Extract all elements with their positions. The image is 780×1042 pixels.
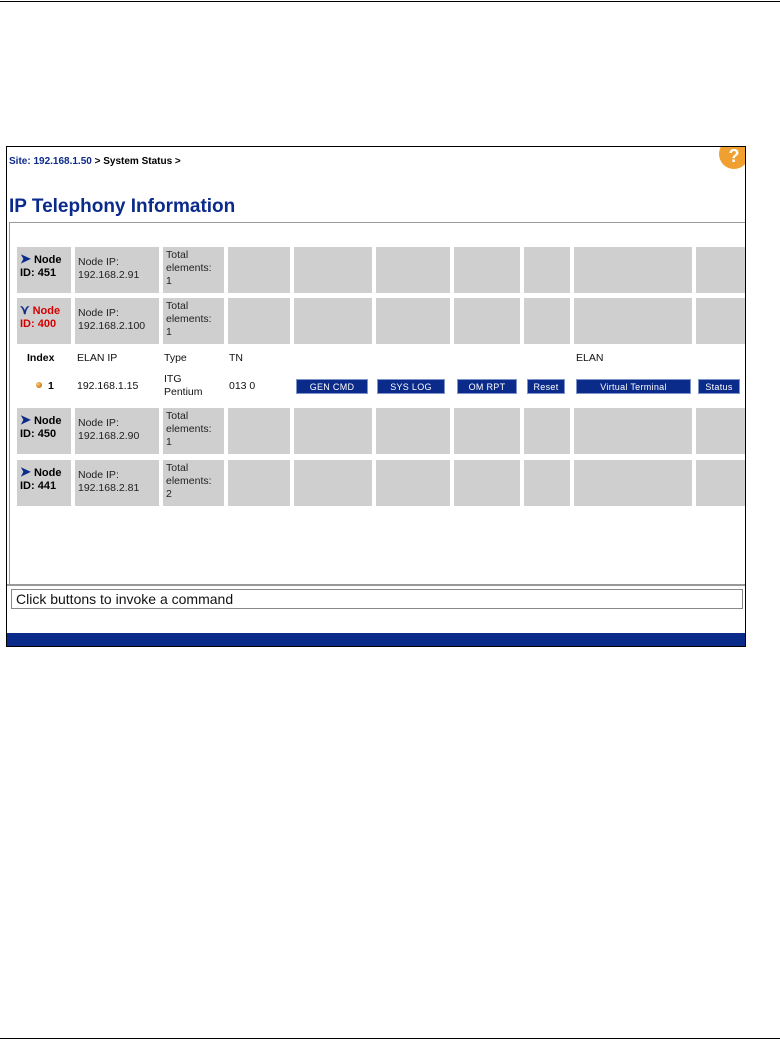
total-label: Total [166, 462, 189, 474]
node-id: ID: 451 [20, 267, 57, 279]
empty-cell [574, 247, 692, 293]
node-ip-value: 192.168.2.90 [78, 430, 140, 442]
element-type-line2: Pentium [164, 386, 203, 398]
status-message-field: Click buttons to invoke a command [11, 589, 743, 609]
om-rpt-button[interactable]: OM RPT [457, 379, 517, 394]
total-label: Total [166, 300, 189, 312]
node-label: Node [32, 305, 61, 317]
empty-cell [574, 460, 692, 506]
empty-cell [524, 460, 570, 506]
elements-label: elements: [166, 475, 212, 487]
empty-cell [454, 408, 520, 454]
node-ip-label: Node IP: [78, 417, 119, 429]
virtual-terminal-button[interactable]: Virtual Terminal [576, 379, 691, 394]
bottom-rule [0, 1038, 780, 1039]
page-title: IP Telephony Information [9, 196, 236, 217]
total-elements-cell [163, 460, 224, 506]
empty-cell [574, 298, 692, 344]
element-index-value: 1 [48, 380, 54, 392]
node-label: Node [33, 415, 62, 427]
help-icon[interactable]: ? [719, 146, 746, 169]
top-rule [0, 1, 780, 2]
element-type-line1: ITG [164, 373, 182, 385]
column-header-tn: TN [229, 352, 243, 364]
empty-cell [228, 298, 290, 344]
empty-cell [376, 247, 450, 293]
total-value: 2 [166, 488, 172, 500]
column-header-elan-ip: ELAN IP [77, 352, 118, 364]
total-value: 1 [166, 326, 172, 338]
empty-cell [524, 408, 570, 454]
node-ip-label: Node IP: [78, 256, 119, 268]
total-label: Total [166, 249, 189, 261]
node-ip-cell [75, 408, 159, 454]
empty-cell [376, 408, 450, 454]
empty-cell [574, 408, 692, 454]
total-value: 1 [166, 436, 172, 448]
empty-cell [294, 408, 372, 454]
node-cell-450[interactable] [17, 408, 71, 454]
node-ip-label: Node IP: [78, 469, 119, 481]
element-index [36, 380, 54, 392]
breadcrumb [9, 156, 181, 167]
node-ip-cell [75, 247, 159, 293]
empty-cell [294, 247, 372, 293]
column-header-elan: ELAN [576, 352, 604, 364]
total-elements-cell [163, 298, 224, 344]
node-ip-value: 192.168.2.100 [78, 320, 146, 332]
node-table-pane [9, 222, 746, 586]
element-tn: 013 0 [229, 380, 256, 392]
reset-button[interactable]: Reset [527, 379, 565, 394]
node-ip-cell [75, 460, 159, 506]
empty-cell [228, 460, 290, 506]
breadcrumb-site-link[interactable]: Site: 192.168.1.50 [9, 156, 92, 167]
sys-log-button[interactable]: SYS LOG [377, 379, 445, 394]
node-id: ID: 441 [20, 480, 57, 492]
empty-cell [524, 247, 570, 293]
empty-cell [696, 298, 746, 344]
collapse-chevron-icon[interactable]: ⋎ [20, 302, 30, 317]
node-id: ID: 400 [20, 318, 57, 330]
node-cell-441[interactable] [17, 460, 71, 506]
empty-cell [376, 298, 450, 344]
node-cell-400[interactable] [17, 298, 71, 344]
node-ip-value: 192.168.2.81 [78, 482, 140, 494]
empty-cell [696, 460, 746, 506]
empty-cell [696, 408, 746, 454]
browser-frame [6, 146, 746, 647]
total-value: 1 [166, 275, 172, 287]
expand-chevron-icon[interactable]: ➤ [20, 251, 31, 266]
gen-cmd-button[interactable]: GEN CMD [296, 379, 368, 394]
element-elan-ip: 192.168.1.15 [77, 380, 139, 392]
footer-bar [7, 633, 745, 646]
node-id: ID: 450 [20, 428, 57, 440]
breadcrumb-rest: > System Status > [91, 156, 181, 167]
empty-cell [228, 247, 290, 293]
node-ip-label: Node IP: [78, 307, 119, 319]
node-ip-cell [75, 298, 159, 344]
total-elements-cell [163, 408, 224, 454]
node-label: Node [33, 467, 62, 479]
column-header-type: Type [164, 352, 187, 364]
elements-label: elements: [166, 313, 212, 325]
empty-cell [228, 408, 290, 454]
node-cell-451[interactable] [17, 247, 71, 293]
status-button[interactable]: Status [698, 379, 740, 394]
empty-cell [454, 247, 520, 293]
empty-cell [454, 460, 520, 506]
frame-separator [7, 584, 745, 586]
expand-chevron-icon[interactable]: ➤ [20, 412, 31, 427]
empty-cell [294, 460, 372, 506]
empty-cell [524, 298, 570, 344]
empty-cell [294, 298, 372, 344]
empty-cell [454, 298, 520, 344]
column-header-index: Index [27, 352, 55, 364]
total-label: Total [166, 410, 189, 422]
empty-cell [696, 247, 746, 293]
elements-label: elements: [166, 262, 212, 274]
node-ip-value: 192.168.2.91 [78, 269, 140, 281]
node-label: Node [33, 254, 62, 266]
total-elements-cell [163, 247, 224, 293]
element-type [164, 373, 203, 399]
status-bullet-icon [36, 382, 42, 388]
empty-cell [376, 460, 450, 506]
expand-chevron-icon[interactable]: ➤ [20, 464, 31, 479]
elements-label: elements: [166, 423, 212, 435]
